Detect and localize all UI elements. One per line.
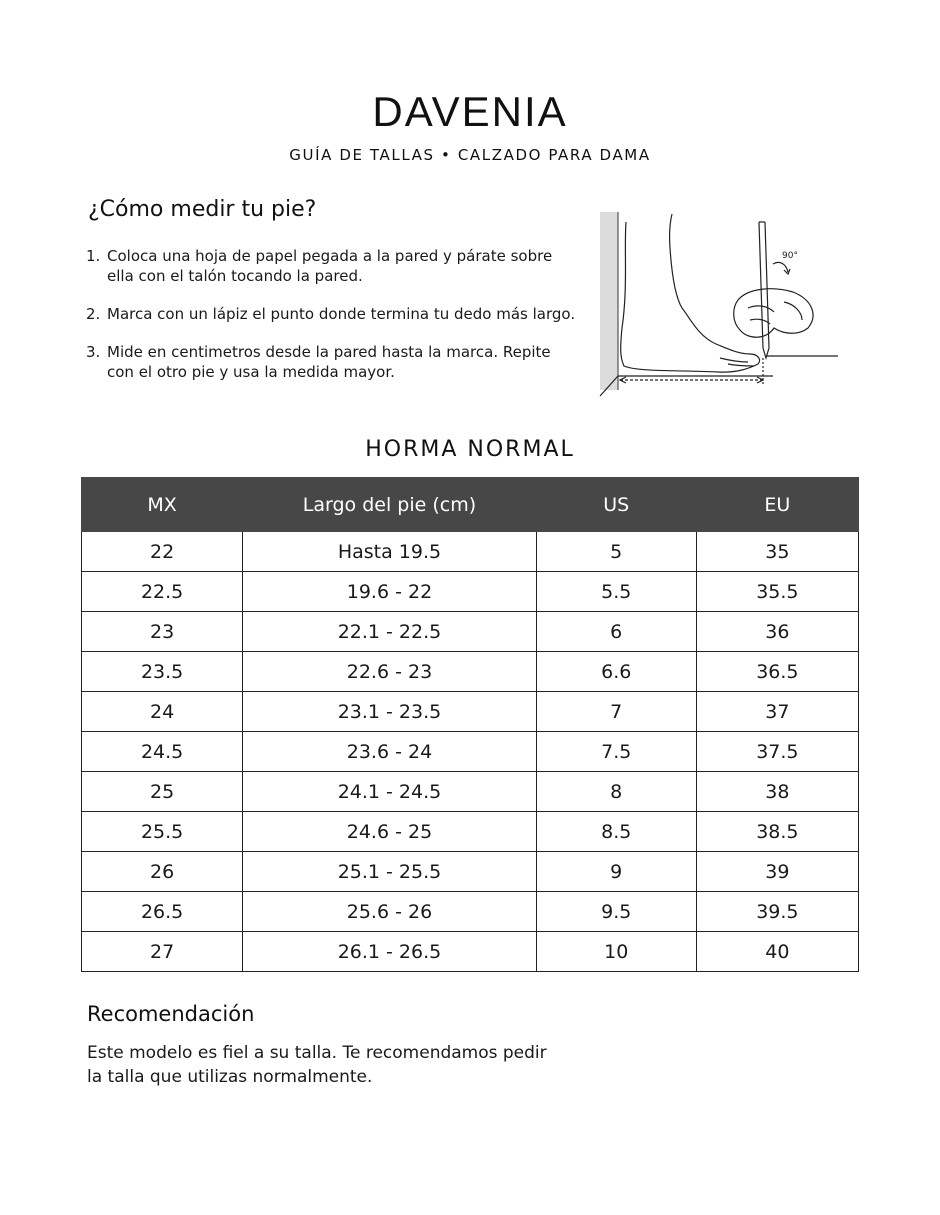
cell-eu: 36.5 [696,652,858,692]
cell-foot-length: 24.6 - 25 [243,812,536,852]
column-header-length: Largo del pie (cm) [243,478,536,532]
cell-eu: 35.5 [696,572,858,612]
cell-eu: 40 [696,932,858,972]
table-row [82,652,859,692]
cell-us: 6.6 [536,652,696,692]
cell-foot-length: Hasta 19.5 [243,532,536,572]
cell-us: 9.5 [536,892,696,932]
table-header-row [82,478,859,532]
cell-mx: 23 [82,612,243,652]
cell-us: 5.5 [536,572,696,612]
cell-mx: 26.5 [82,892,243,932]
cell-foot-length: 22.1 - 22.5 [243,612,536,652]
cell-foot-length: 25.1 - 25.5 [243,852,536,892]
cell-foot-length: 26.1 - 26.5 [243,932,536,972]
how-to-measure-title: ¿Cómo medir tu pie? [88,197,317,222]
table-row [82,732,859,772]
step-text: Coloca una hoja de papel pegada a la pared y párate sobre ella con el talón tocando la pared. [107,247,553,285]
step-text: Mide en centimetros desde la pared hasta la marca. Repite con el otro pie y usa la medida mayor. [107,343,551,381]
cell-foot-length: 23.6 - 24 [243,732,536,772]
cell-eu: 37 [696,692,858,732]
step-item [86,342,576,382]
cell-mx: 22 [82,532,243,572]
cell-eu: 38 [696,772,858,812]
cell-us: 8 [536,772,696,812]
table-row [82,812,859,852]
step-number: 1. [86,247,101,265]
cell-foot-length: 19.6 - 22 [243,572,536,612]
cell-foot-length: 23.1 - 23.5 [243,692,536,732]
cell-mx: 27 [82,932,243,972]
foot-measuring-illustration [598,208,843,404]
cell-us: 7 [536,692,696,732]
brand-logo: DAVENIA [372,88,568,135]
table-row [82,772,859,812]
angle-label: 90° [782,251,798,261]
cell-mx: 23.5 [82,652,243,692]
step-item [86,304,576,324]
size-table [81,477,859,972]
cell-eu: 36 [696,612,858,652]
measurement-steps [86,246,576,400]
cell-eu: 39.5 [696,892,858,932]
cell-mx: 24.5 [82,732,243,772]
cell-us: 7.5 [536,732,696,772]
cell-eu: 35 [696,532,858,572]
recommendation-text [87,1041,647,1089]
cell-mx: 24 [82,692,243,732]
cell-foot-length: 24.1 - 24.5 [243,772,536,812]
guide-subtitle: GUÍA DE TALLAS • CALZADO PARA DAMA [289,146,651,164]
recommendation-title: Recomendación [87,1002,255,1026]
cell-us: 9 [536,852,696,892]
cell-us: 6 [536,612,696,652]
cell-foot-length: 22.6 - 23 [243,652,536,692]
recommendation-line: Este modelo es fiel a su talla. Te recomendamos pedir [87,1043,547,1063]
column-header-us: US [536,478,696,532]
table-row [82,612,859,652]
foot-measuring-icon [598,208,843,400]
cell-mx: 25 [82,772,243,812]
cell-foot-length: 25.6 - 26 [243,892,536,932]
table-row [82,852,859,892]
step-number: 2. [86,305,101,323]
table-row [82,692,859,732]
step-item [86,246,576,286]
table-row [82,572,859,612]
cell-us: 5 [536,532,696,572]
recommendation-line: la talla que utilizas normalmente. [87,1067,373,1087]
step-number: 3. [86,343,101,361]
cell-eu: 37.5 [696,732,858,772]
step-text: Marca con un lápiz el punto donde termina tu dedo más largo. [107,305,576,323]
cell-mx: 25.5 [82,812,243,852]
cell-eu: 39 [696,852,858,892]
column-header-eu: EU [696,478,858,532]
cell-mx: 22.5 [82,572,243,612]
table-row [82,892,859,932]
table-row [82,932,859,972]
column-header-mx: MX [82,478,243,532]
cell-eu: 38.5 [696,812,858,852]
size-table-title: HORMA NORMAL [365,437,575,462]
table-row [82,532,859,572]
cell-us: 10 [536,932,696,972]
cell-mx: 26 [82,852,243,892]
cell-us: 8.5 [536,812,696,852]
